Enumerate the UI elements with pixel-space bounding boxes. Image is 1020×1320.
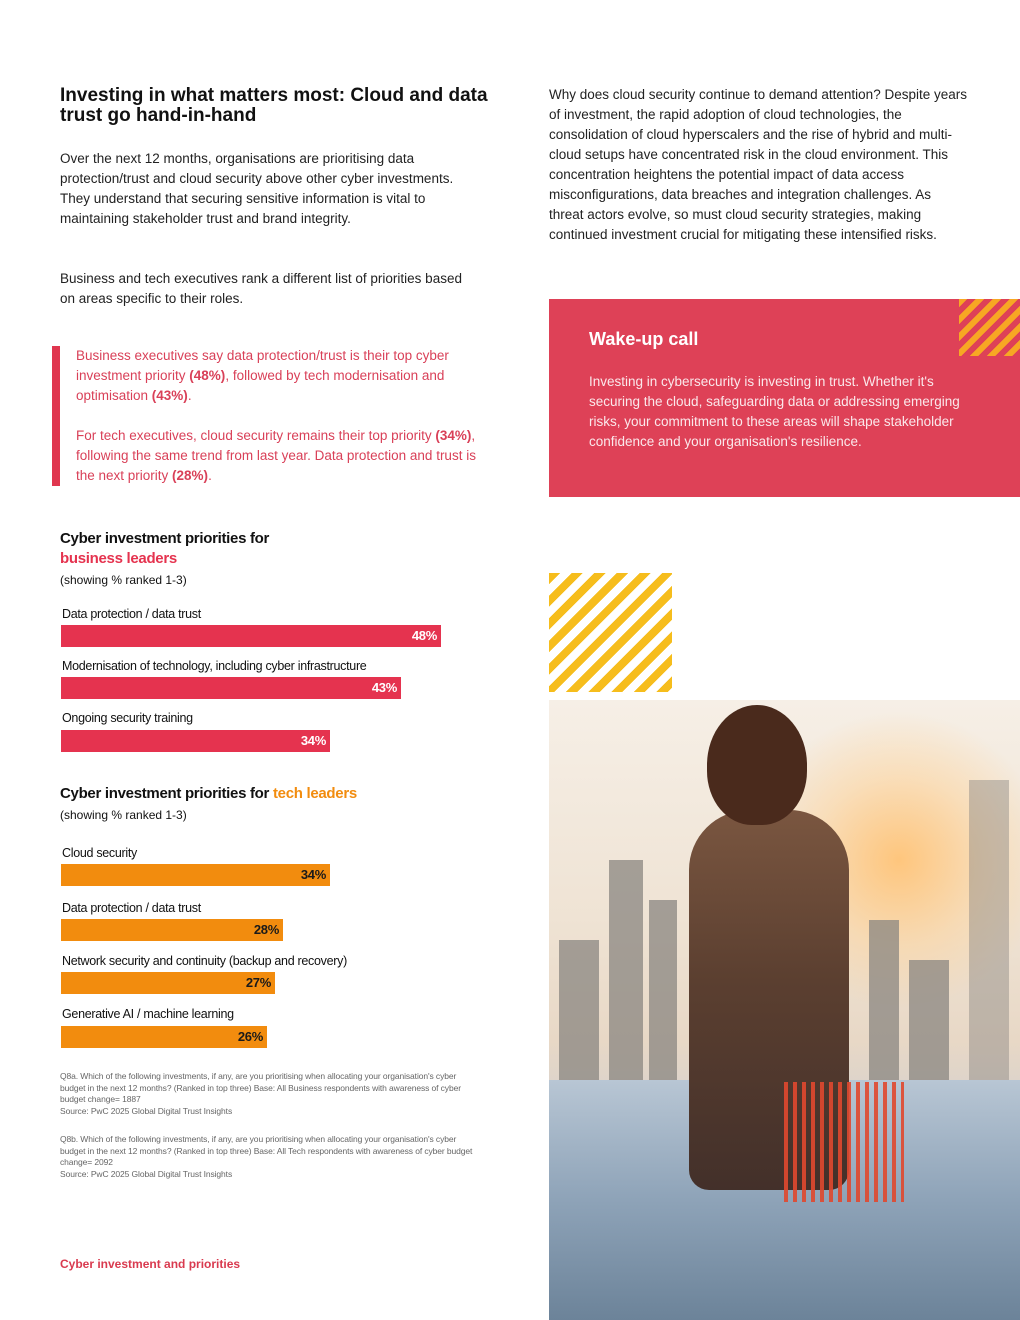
tech-bar-label: Data protection / data trust <box>62 901 201 915</box>
tech-chart-title: Cyber investment priorities for tech leaders <box>60 785 357 802</box>
page-footer: Cyber investment and priorities <box>60 1257 241 1271</box>
tech-bar <box>61 919 283 941</box>
wake-up-call-text: Investing in cybersecurity is investing in trust. Whether it's securing the cloud, safeguarding data or addressing emerging risks, your commitment to these areas will shape stakeholder confidence and your organisation's resilience. <box>589 374 960 449</box>
callout-business: Business executives say data protection/trust is their top cyber investment priority (48%), followed by tech modernisation and optimisation (43%). <box>76 348 449 403</box>
building <box>559 940 599 1080</box>
highlight-callout <box>52 346 476 486</box>
red-lines-decoration <box>784 1082 904 1202</box>
tech-bar <box>61 864 330 886</box>
business-bar <box>61 625 441 647</box>
bar-value-label: 48% <box>411 628 437 643</box>
bar-value-label: 34% <box>300 867 326 882</box>
page-heading: Investing in what matters most: Cloud and data trust go hand-in-hand <box>60 85 488 126</box>
building <box>609 860 643 1080</box>
tech-bar <box>61 1026 267 1048</box>
business-chart-title: Cyber investment priorities for business leaders <box>60 530 270 567</box>
business-bar-label: Data protection / data trust <box>62 607 201 621</box>
business-bar <box>61 730 330 752</box>
intro-paragraph: Over the next 12 months, organisations are prioritising data protection/trust and cloud security above other cyber investments. They understand that securing sensitive information is vital to maintaining stakeholder trust and brand integrity. <box>60 151 454 226</box>
building <box>649 900 677 1080</box>
tech-bar-label: Network security and continuity (backup and recovery) <box>62 954 347 968</box>
business-bar-label: Ongoing security training <box>62 711 193 725</box>
callout-tech: For tech executives, cloud security remains their top priority (34%), following the same trend from last year. Data protection and trust is the next priority (28%). <box>76 428 476 483</box>
tech-bar-label: Cloud security <box>62 846 137 860</box>
building <box>969 780 1009 1080</box>
wake-up-call-box <box>549 299 1020 497</box>
survey-note-business: Q8a. Which of the following investments, if any, are you prioritising when allocating your organisation's cyber budget in the next 12 months? (Ranked in top three) Base: All Business respondents with awareness of cyber budget change= 1887 Source: PwC 2025 Global Digital Trust Insights <box>60 1071 461 1116</box>
bar-value-label: 43% <box>371 680 397 695</box>
city-skyline-photo <box>549 700 1020 1320</box>
business-bar-label: Modernisation of technology, including cyber infrastructure <box>62 659 367 673</box>
woman-head <box>707 705 807 825</box>
bar-value-label: 34% <box>300 733 326 748</box>
orange-stripes-decoration <box>959 299 1020 356</box>
tech-bar-label: Generative AI / machine learning <box>62 1007 234 1021</box>
business-chart-subtitle: (showing % ranked 1-3) <box>60 573 187 587</box>
cloud-security-paragraph: Why does cloud security continue to demand attention? Despite years of investment, the rapid adoption of cloud technologies, the consolidation of cloud hyperscalers and the rise of hybrid and multi-cloud setups have concentrated risk in the cloud environment. This concentration heightens the potential impact of data access misconfigurations, data breaches and integration challenges. As threat actors evolve, so must cloud security strategies, making continued investment crucial for mitigating these intensified risks. <box>549 87 967 242</box>
yellow-stripes-decoration <box>549 573 672 692</box>
bar-value-label: 27% <box>245 975 271 990</box>
roles-paragraph: Business and tech executives rank a different list of priorities based on areas specific to their roles. <box>60 271 462 306</box>
tech-chart-subtitle: (showing % ranked 1-3) <box>60 808 187 822</box>
bar-value-label: 26% <box>237 1029 263 1044</box>
bar-value-label: 28% <box>253 922 279 937</box>
business-bar <box>61 677 401 699</box>
survey-note-tech: Q8b. Which of the following investments, if any, are you prioritising when allocating your organisation's cyber budget in the next 12 months? (Ranked in top three) Base: All Tech respondents with awareness of cyber budget change= 2092 Source: PwC 2025 Global Digital Trust Insights <box>60 1134 473 1179</box>
building <box>869 920 899 1080</box>
building <box>909 960 949 1080</box>
wake-up-call-title: Wake-up call <box>589 329 699 349</box>
tech-bar <box>61 972 275 994</box>
